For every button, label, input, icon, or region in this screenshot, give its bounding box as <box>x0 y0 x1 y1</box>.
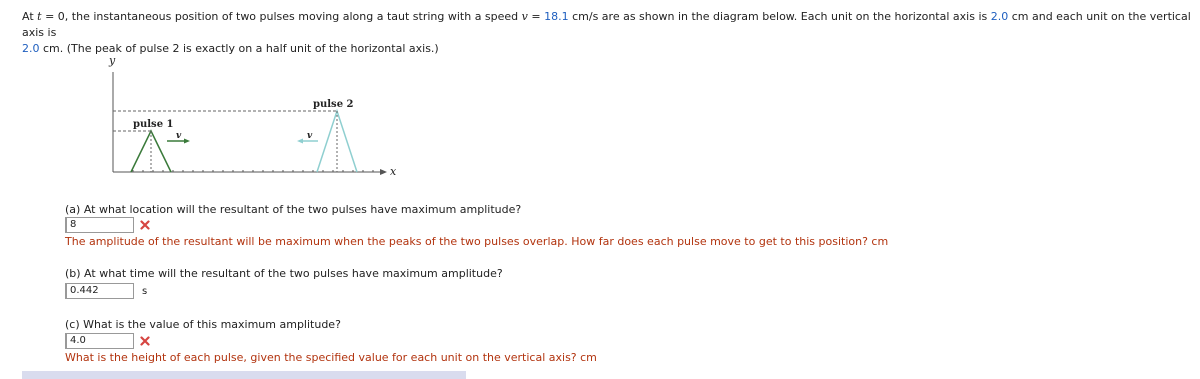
horizontal-unit-value: 2.0 <box>990 10 1009 23</box>
pulse-diagram <box>100 50 410 180</box>
pulse2-velocity-label: v <box>307 131 313 141</box>
part-a-answer-row <box>65 217 150 233</box>
incorrect-icon <box>140 220 150 230</box>
speed-variable: v <box>521 10 528 23</box>
part-c-hint: What is the height of each pulse, given the specified value for each unit on the vertical axis? cm <box>65 351 597 364</box>
pulse1-arrowhead <box>184 139 190 144</box>
intro-text: At <box>22 10 38 23</box>
part-a-answer-input[interactable]: 8 <box>65 217 134 233</box>
part-b-answer-input[interactable]: 0.442 <box>65 283 134 299</box>
part-a-question: (a) At what location will the resultant of the two pulses have maximum amplitude? <box>65 203 522 216</box>
pulse2-label: pulse 2 <box>313 99 354 110</box>
intro-text: cm/s are as shown in the diagram below. Each unit on the horizontal axis is <box>568 10 991 23</box>
time-variable: t <box>37 10 42 23</box>
pulse1-velocity-label: v <box>176 131 182 141</box>
part-b-unit: s <box>142 285 148 297</box>
part-c-answer-row <box>65 333 150 349</box>
x-axis-label: x <box>390 165 397 178</box>
intro-text: cm. (The peak of pulse 2 is exactly on a half unit of the horizontal axis.) <box>39 42 439 55</box>
pulse1-label: pulse 1 <box>133 119 174 130</box>
speed-value: 18.1 <box>544 10 569 23</box>
y-axis-label: y <box>109 54 116 67</box>
intro-text: = <box>527 10 545 23</box>
part-b-answer-row <box>65 283 147 299</box>
intro-text: cm and each unit on the vertical axis is <box>22 10 1191 39</box>
part-a-hint: The amplitude of the resultant will be maximum when the peaks of the two pulses overlap. How far does each pulse move to get to this position? cm <box>65 235 889 248</box>
intro-text: = 0, the instantaneous position of two pulses moving along a taut string with a speed <box>41 10 522 23</box>
part-b-question: (b) At what time will the resultant of the two pulses have maximum amplitude? <box>65 267 503 280</box>
vertical-unit-value: 2.0 <box>22 42 40 55</box>
incorrect-icon <box>140 336 150 346</box>
part-c-answer-input[interactable]: 4.0 <box>65 333 134 349</box>
pulse2-arrowhead <box>297 139 303 144</box>
additional-materials-bar[interactable] <box>22 371 466 379</box>
x-axis-arrow <box>380 169 387 175</box>
part-c-question: (c) What is the value of this maximum amplitude? <box>65 318 341 331</box>
